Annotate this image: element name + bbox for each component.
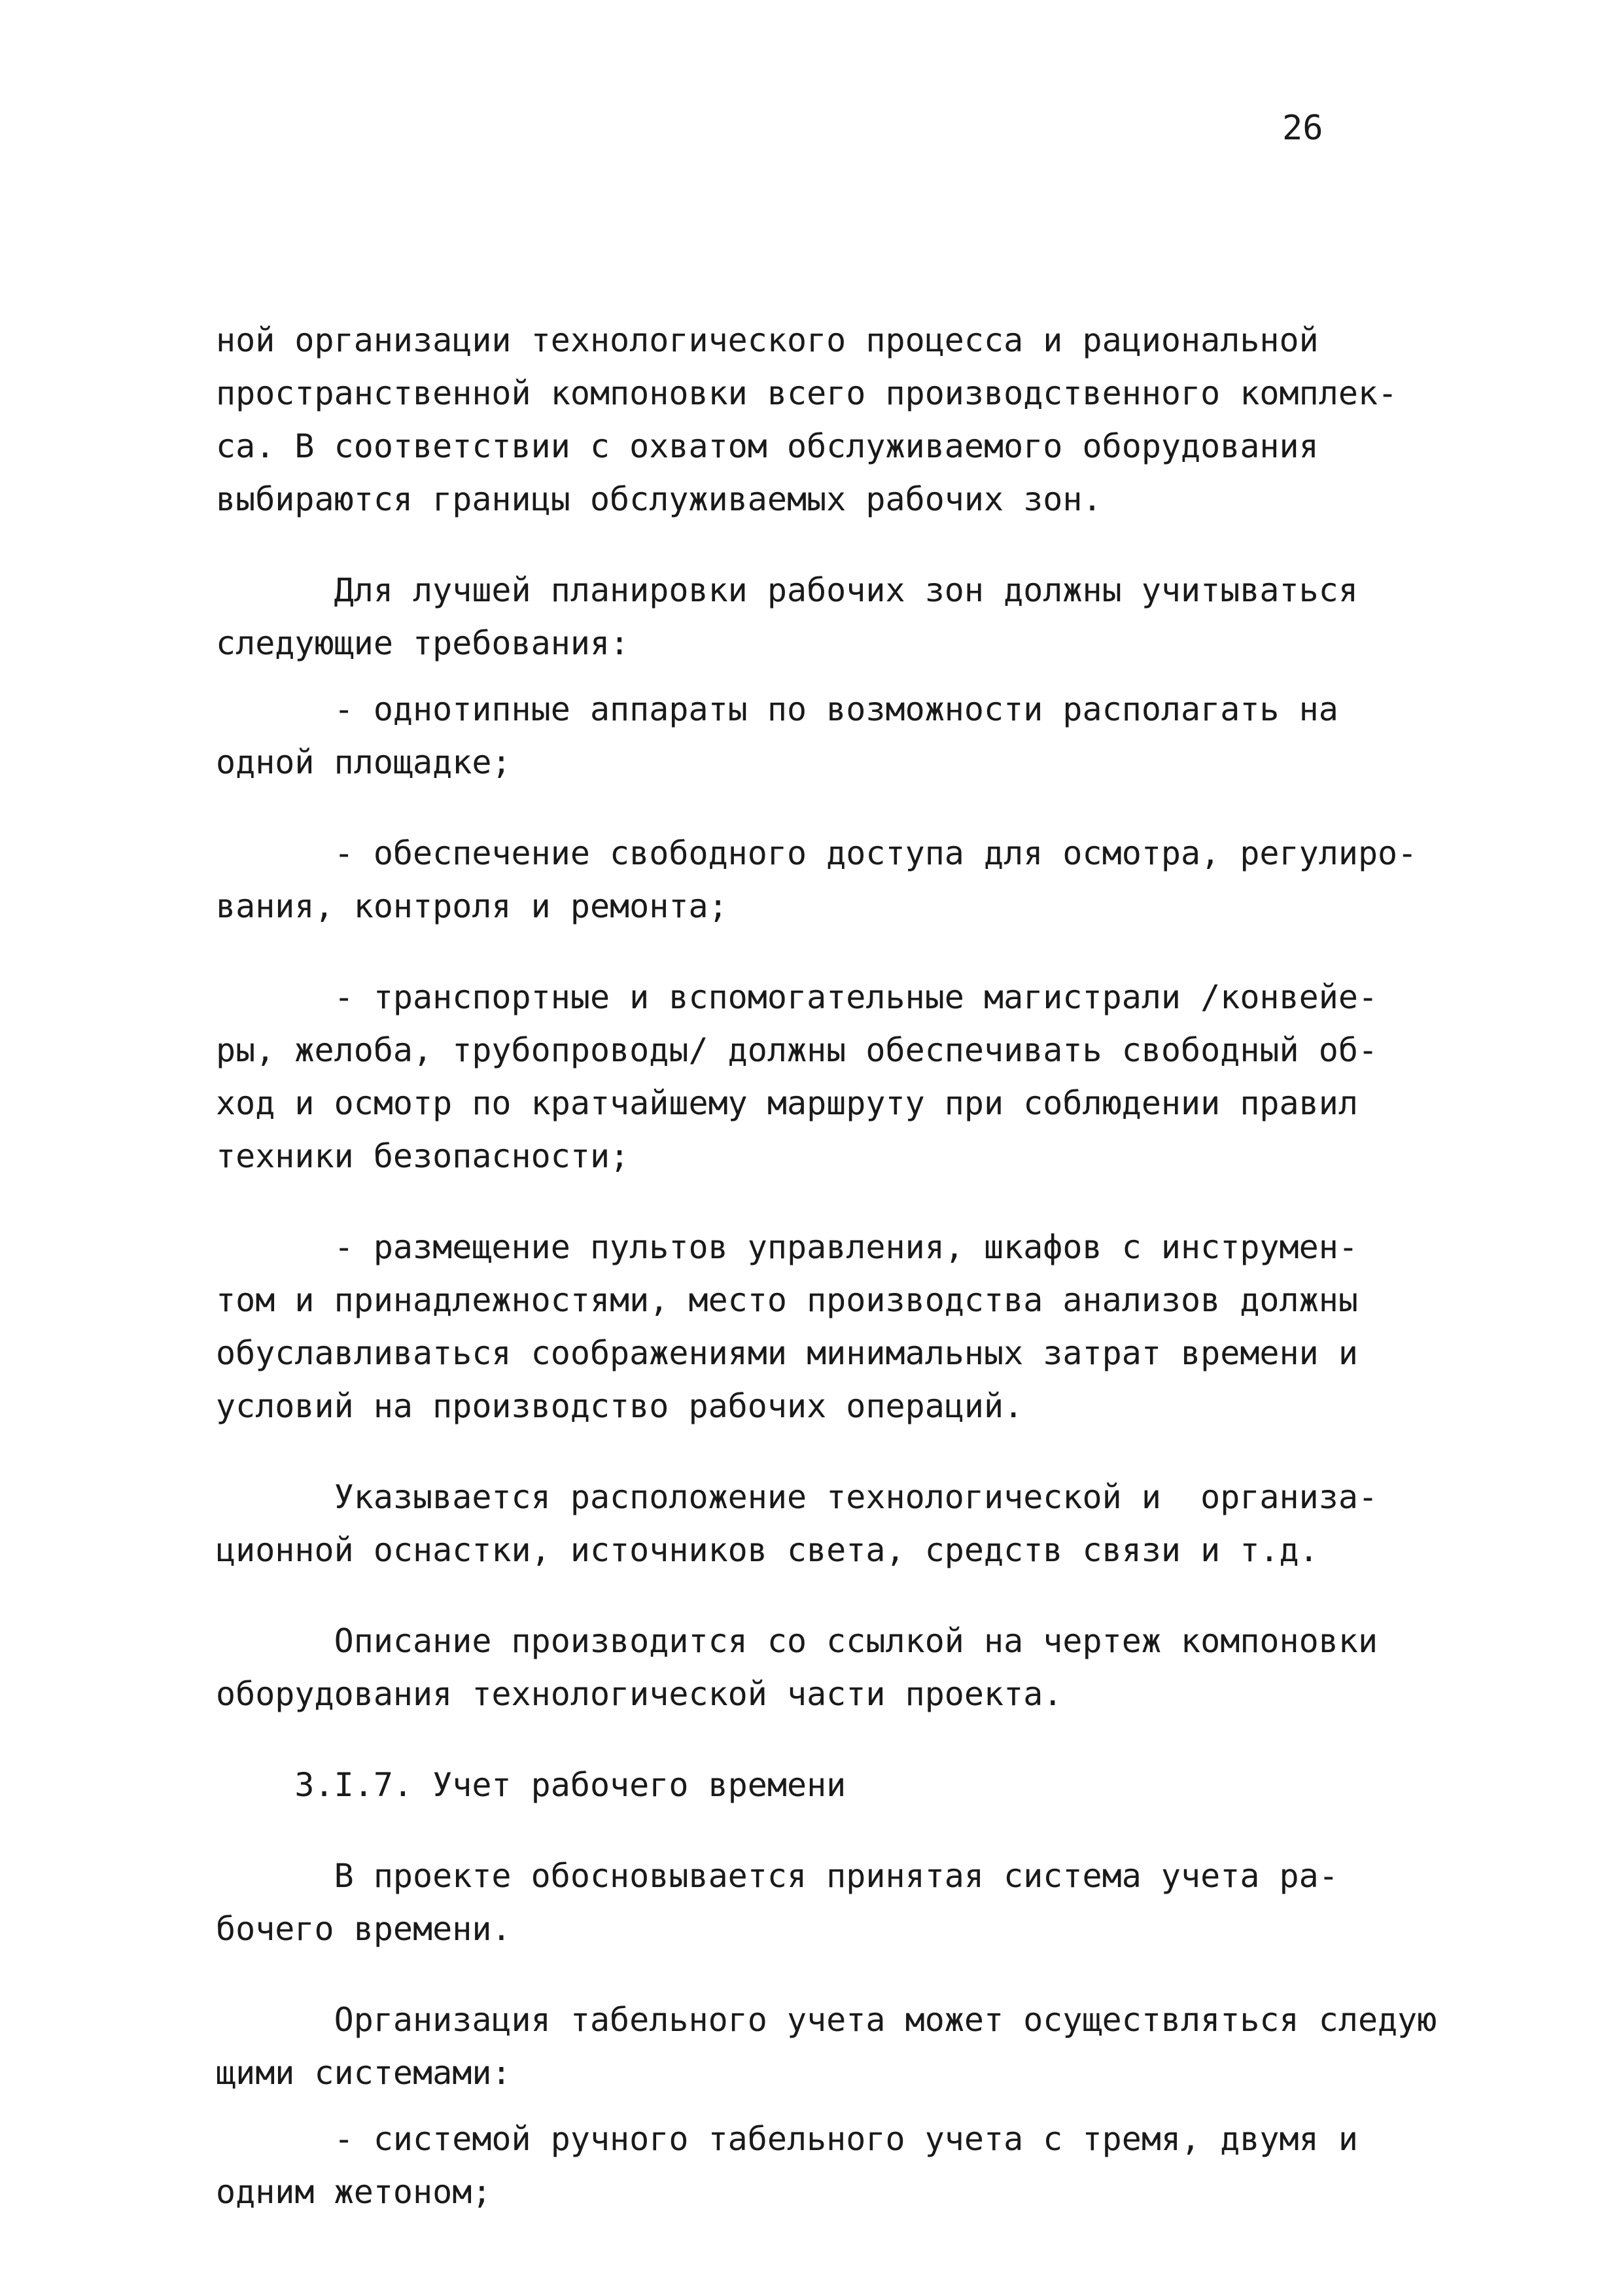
section-heading bbox=[216, 1759, 1498, 1812]
list-item bbox=[216, 683, 1498, 789]
text-line: выбираются границы обслуживаемых рабочих зон. bbox=[216, 480, 1102, 518]
list-item bbox=[216, 827, 1498, 933]
text-line: ционной оснастки, источников света, средств связи и т.д. bbox=[216, 1531, 1319, 1569]
text-line: ной организации технологического процесса и рациональной bbox=[216, 321, 1319, 359]
text-line: щими системами: bbox=[216, 2054, 512, 2092]
paragraph bbox=[216, 564, 1498, 670]
list-item bbox=[216, 1221, 1498, 1433]
text-line: условий на производство рабочих операций. bbox=[216, 1387, 1024, 1425]
text-line: ход и осмотр по кратчайшему маршруту при соблюдении правил bbox=[216, 1084, 1358, 1122]
list-item bbox=[216, 971, 1498, 1183]
text-line: вания, контроля и ремонта; bbox=[216, 887, 728, 925]
text-line: пространственной компоновки всего производственного комплек- bbox=[216, 374, 1398, 412]
text-line: - размещение пультов управления, шкафов с инструмен- bbox=[216, 1228, 1358, 1266]
text-line: Описание производится со ссылкой на чертеж компоновки bbox=[216, 1622, 1378, 1660]
text-line: обуславливаться соображениями минимальных затрат времени и bbox=[216, 1334, 1358, 1372]
page-number: 26 bbox=[1282, 109, 1323, 148]
text-line: одним жетоном; bbox=[216, 2173, 492, 2211]
text-line: бочего времени. bbox=[216, 1910, 512, 1948]
paragraph bbox=[216, 1471, 1498, 1577]
text-line: са. В соответствии с охватом обслуживаемого оборудования bbox=[216, 427, 1319, 465]
paragraph bbox=[216, 314, 1498, 526]
text-line: - обеспечение свободного доступа для осмотра, регулиро- bbox=[216, 834, 1418, 872]
text-line: следующие требования: bbox=[216, 624, 630, 662]
text-line: Указывается расположение технологической и организа- bbox=[216, 1478, 1378, 1516]
text-line: Организация табельного учета может осуществляться следую bbox=[216, 2001, 1437, 2039]
paragraph bbox=[216, 1615, 1498, 1721]
text-line: том и принадлежностями, место производства анализов должны bbox=[216, 1281, 1358, 1319]
text-line: одной площадке; bbox=[216, 743, 512, 781]
list-item bbox=[216, 2113, 1498, 2219]
text-line: техники безопасности; bbox=[216, 1137, 630, 1175]
document-body bbox=[216, 314, 1498, 2257]
text-line: В проекте обосновывается принятая система учета ра- bbox=[216, 1857, 1338, 1895]
text-line: оборудования технологической части проекта. bbox=[216, 1675, 1063, 1713]
text-line: ры, желоба, трубопроводы/ должны обеспечивать свободный об- bbox=[216, 1031, 1378, 1069]
text-line: - системой ручного табельного учета с тремя, двумя и bbox=[216, 2120, 1358, 2158]
text-line: - однотипные аппараты по возможности располагать на bbox=[216, 690, 1338, 728]
paragraph bbox=[216, 1994, 1498, 2100]
paragraph bbox=[216, 1850, 1498, 1956]
section-heading-text: 3.I.7. Учет рабочего времени bbox=[216, 1766, 846, 1804]
text-line: - транспортные и вспомогательные магистрали /конвейе- bbox=[216, 978, 1378, 1016]
text-line: Для лучшей планировки рабочих зон должны учитываться bbox=[216, 571, 1358, 609]
